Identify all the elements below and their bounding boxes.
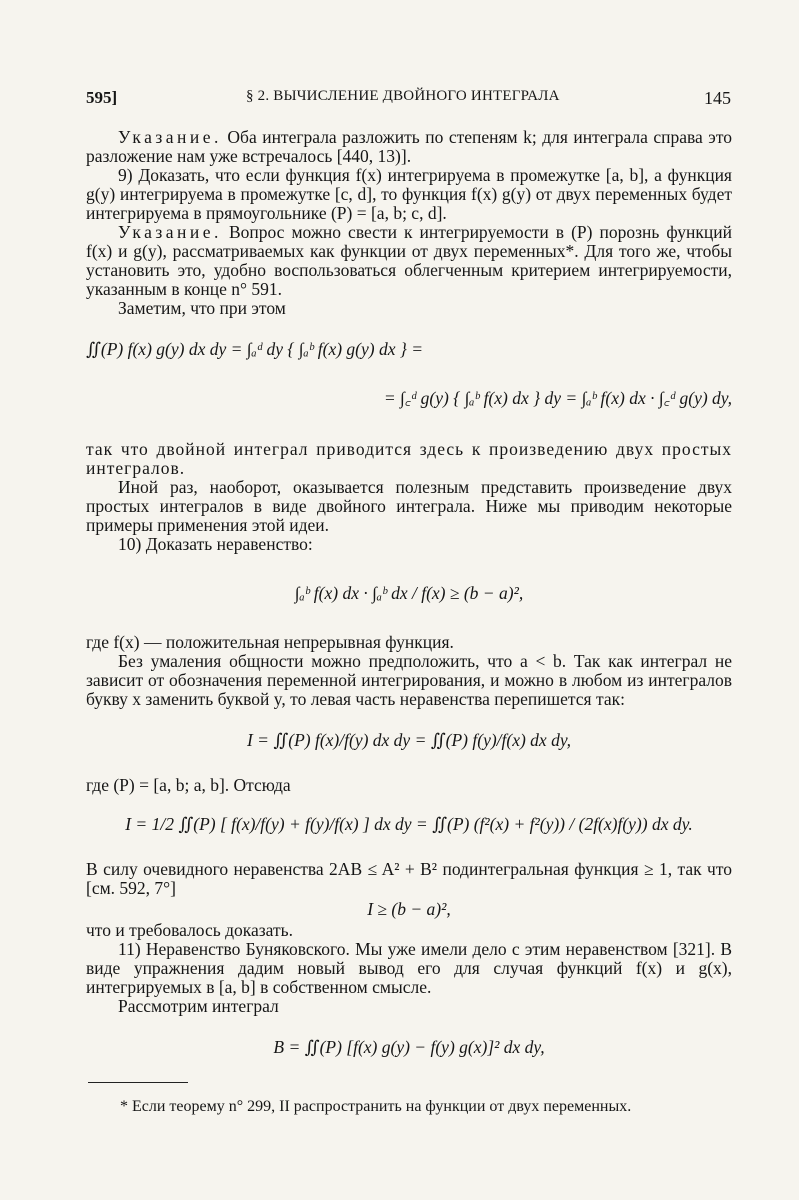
exercise-10: 10) Доказать неравенство: <box>118 534 313 554</box>
conclusion-paragraph: так что двойной интеграл приводится здесь к произведению двух простых интегралов. <box>86 439 732 478</box>
page-body <box>86 128 732 1079</box>
equation-6: B = ∬(P) [f(x) g(y) − f(y) g(x)]² dx dy, <box>273 1037 545 1057</box>
inequality-paragraph: В силу очевидного неравенства 2AB ≤ A² + B² подинтегральная функция ≥ 1, так что [см. 592, 7°] <box>86 859 732 898</box>
equation-5: I ≥ (b − a)², <box>367 899 451 919</box>
exercise-9: 9) Доказать, что если функция f(x) интегрируема в промежутке [a, b], а функция g(y) интегрируема в промежутке [c, d], то функция f(x) g(y) от двух переменных будет интегрируема в прямоугольнике (P) = [a, b; c, d]. <box>86 165 732 223</box>
footnote: * Если теорему n° 299, II распространить на функции от двух переменных. <box>120 1098 632 1115</box>
section-title: § 2. ВЫЧИСЛЕНИЕ ДВОЙНОГО ИНТЕГРАЛА <box>246 88 560 104</box>
equation-1-line-1: ∬(P) f(x) g(y) dx dy = ∫ₐᵈ dy { ∫ₐᵇ f(x) g(y) dx } = <box>86 339 424 359</box>
exercise-11: 11) Неравенство Буняковского. Мы уже имели дело с этим неравенством [321]. В виде упражнения дадим новый вывод его для случая функций f(x) и g(x), интегрируемых в [a, b] в собственном смысле. <box>86 939 732 997</box>
equation-2: ∫ₐᵇ f(x) dx · ∫ₐᵇ dx / f(x) ≥ (b − a)², <box>294 583 524 603</box>
idea-paragraph: Иной раз, наоборот, оказывается полезным представить произведение двух простых интегралов в виде двойного интеграла. Ниже мы приводим некоторые примеры применения этой идеи. <box>86 477 732 535</box>
equation-4: I = 1/2 ∬(P) [ f(x)/f(y) + f(y)/f(x) ] dx dy = ∬(P) (f²(x) + f²(y)) / (2f(x)f(y)) dx dy. <box>125 814 693 834</box>
consider-paragraph: Рассмотрим интеграл <box>118 996 279 1016</box>
page-number: 145 <box>704 88 731 108</box>
section-number: 595] <box>86 88 118 107</box>
equation-1-line-2: = ∫꜀ᵈ g(y) { ∫ₐᵇ f(x) dx } dy = ∫ₐᵇ f(x) dx · ∫꜀ᵈ g(y) dy, <box>383 388 732 408</box>
hint-paragraph-2: Указание. Вопрос можно свести к интегрируемости в (P) порознь функций f(x) и g(y), рассматриваемых как функции от двух переменных*. Для того же, чтобы установить это, удобно воспользоваться облегченным критерием интегрируемости, указанным в конце n° 591. <box>86 222 732 299</box>
note-paragraph: Заметим, что при этом <box>118 298 286 318</box>
equation-3: I = ∬(P) f(x)/f(y) dx dy = ∬(P) f(y)/f(x) dx dy, <box>246 730 572 750</box>
hint-paragraph-1: Указание. Оба интеграла разложить по степеням k; для интеграла справа это разложение нам уже встречалось [440, 13)]. <box>86 127 732 166</box>
running-header <box>86 88 731 114</box>
qed-paragraph: что и требовалось доказать. <box>86 920 294 940</box>
region-paragraph: где (P) = [a, b; a, b]. Отсюда <box>86 775 291 795</box>
footnote-divider <box>88 1082 188 1083</box>
condition-paragraph: где f(x) — положительная непрерывная функция. <box>86 632 454 652</box>
proof-paragraph: Без умаления общности можно предположить, что a < b. Так как интеграл не зависит от обозначения переменной интегрирования, и можно в любом из интегралов букву x заменить буквой y, то левая часть неравенства перепишется так: <box>86 651 732 709</box>
